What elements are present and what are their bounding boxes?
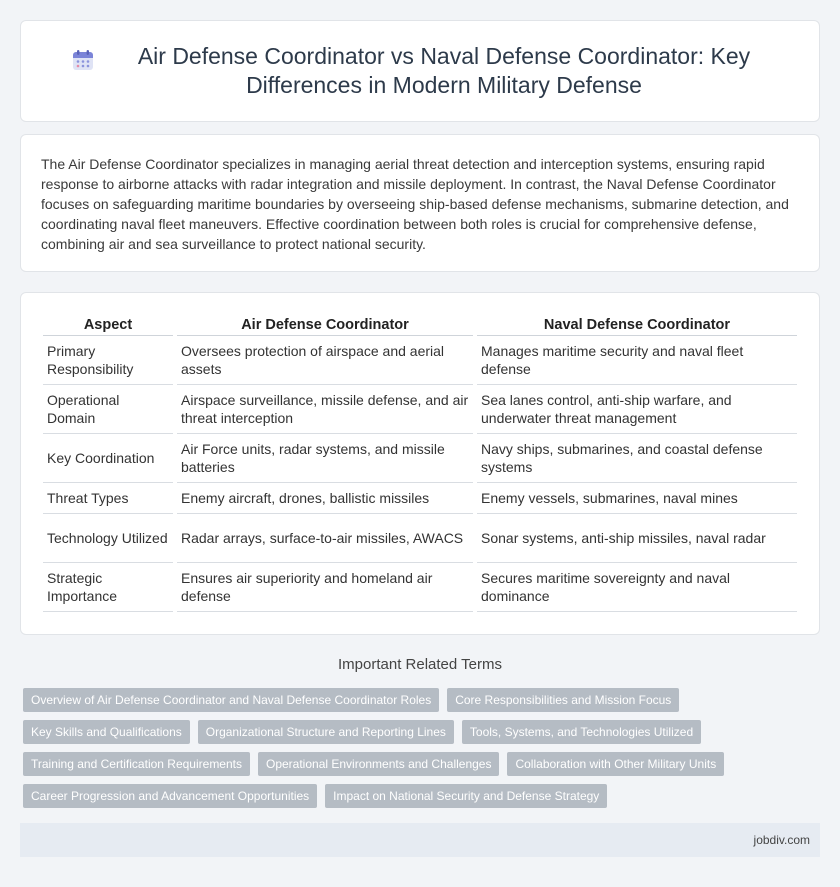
table-row	[43, 336, 797, 385]
intro-card	[20, 134, 820, 272]
table-header-row	[43, 313, 797, 336]
related-terms-heading: Important Related Terms	[338, 656, 502, 673]
cell-naval: Sonar systems, anti-ship missiles, naval radar	[477, 514, 797, 563]
intro-paragraph: The Air Defense Coordinator specializes in managing aerial threat detection and interception systems, ensuring rapid response to airborne attacks with radar integration and missile deployment. In contrast, the Naval Defense Coordinator focuses on safeguarding maritime boundaries by overseeing ship-based defense mechanisms, submarine detection, and coordinating naval fleet maneuvers. Effective coordination between both roles is crucial for comprehensive defense, combining air and sea surveillance to protect national security.	[41, 156, 789, 252]
related-term-tag[interactable]: Training and Certification Requirements	[23, 752, 250, 776]
header-aspect: Aspect	[43, 313, 173, 336]
cell-naval: Secures maritime sovereignty and naval dominance	[477, 563, 797, 612]
cell-air: Airspace surveillance, missile defense, and air threat interception	[177, 385, 473, 434]
cell-air: Oversees protection of airspace and aerial assets	[177, 336, 473, 385]
related-term-tag[interactable]: Organizational Structure and Reporting Lines	[198, 720, 454, 744]
related-term-tag[interactable]: Core Responsibilities and Mission Focus	[447, 688, 679, 712]
related-term-tag[interactable]: Impact on National Security and Defense Strategy	[325, 784, 607, 808]
cell-naval: Navy ships, submarines, and coastal defense systems	[477, 434, 797, 483]
title-card	[20, 20, 820, 122]
cell-aspect: Technology Utilized	[43, 514, 173, 563]
cell-aspect: Key Coordination	[43, 434, 173, 483]
table-row	[43, 514, 797, 563]
cell-air: Ensures air superiority and homeland air defense	[177, 563, 473, 612]
page-title: Air Defense Coordinator vs Naval Defense Coordinator: Key Differences in Modern Military Defense	[137, 43, 751, 98]
related-term-tag[interactable]: Collaboration with Other Military Units	[507, 752, 724, 776]
cell-naval: Sea lanes control, anti-ship warfare, and underwater threat management	[477, 385, 797, 434]
cell-naval: Enemy vessels, submarines, naval mines	[477, 483, 797, 514]
comparison-card	[20, 292, 820, 635]
related-term-tag[interactable]: Overview of Air Defense Coordinator and Naval Defense Coordinator Roles	[23, 688, 439, 712]
table-row	[43, 434, 797, 483]
related-term-tag[interactable]: Tools, Systems, and Technologies Utilized	[462, 720, 701, 744]
header-air: Air Defense Coordinator	[177, 313, 473, 336]
header-naval: Naval Defense Coordinator	[477, 313, 797, 336]
table-row	[43, 385, 797, 434]
related-term-tag[interactable]: Career Progression and Advancement Opportunities	[23, 784, 317, 808]
cell-aspect: Threat Types	[43, 483, 173, 514]
cell-air: Radar arrays, surface-to-air missiles, AWACS	[177, 514, 473, 563]
footer-site-link[interactable]: jobdiv.com	[753, 833, 810, 847]
cell-air: Air Force units, radar systems, and missile batteries	[177, 434, 473, 483]
cell-air: Enemy aircraft, drones, ballistic missiles	[177, 483, 473, 514]
related-terms-list	[23, 688, 823, 816]
calendar-icon	[71, 48, 95, 72]
related-term-tag[interactable]: Operational Environments and Challenges	[258, 752, 499, 776]
table-row	[43, 563, 797, 612]
cell-aspect: Strategic Importance	[43, 563, 173, 612]
cell-naval: Manages maritime security and naval fleet defense	[477, 336, 797, 385]
comparison-table	[39, 313, 801, 612]
cell-aspect: Primary Responsibility	[43, 336, 173, 385]
table-row	[43, 483, 797, 514]
related-term-tag[interactable]: Key Skills and Qualifications	[23, 720, 190, 744]
cell-aspect: Operational Domain	[43, 385, 173, 434]
footer	[20, 823, 820, 857]
